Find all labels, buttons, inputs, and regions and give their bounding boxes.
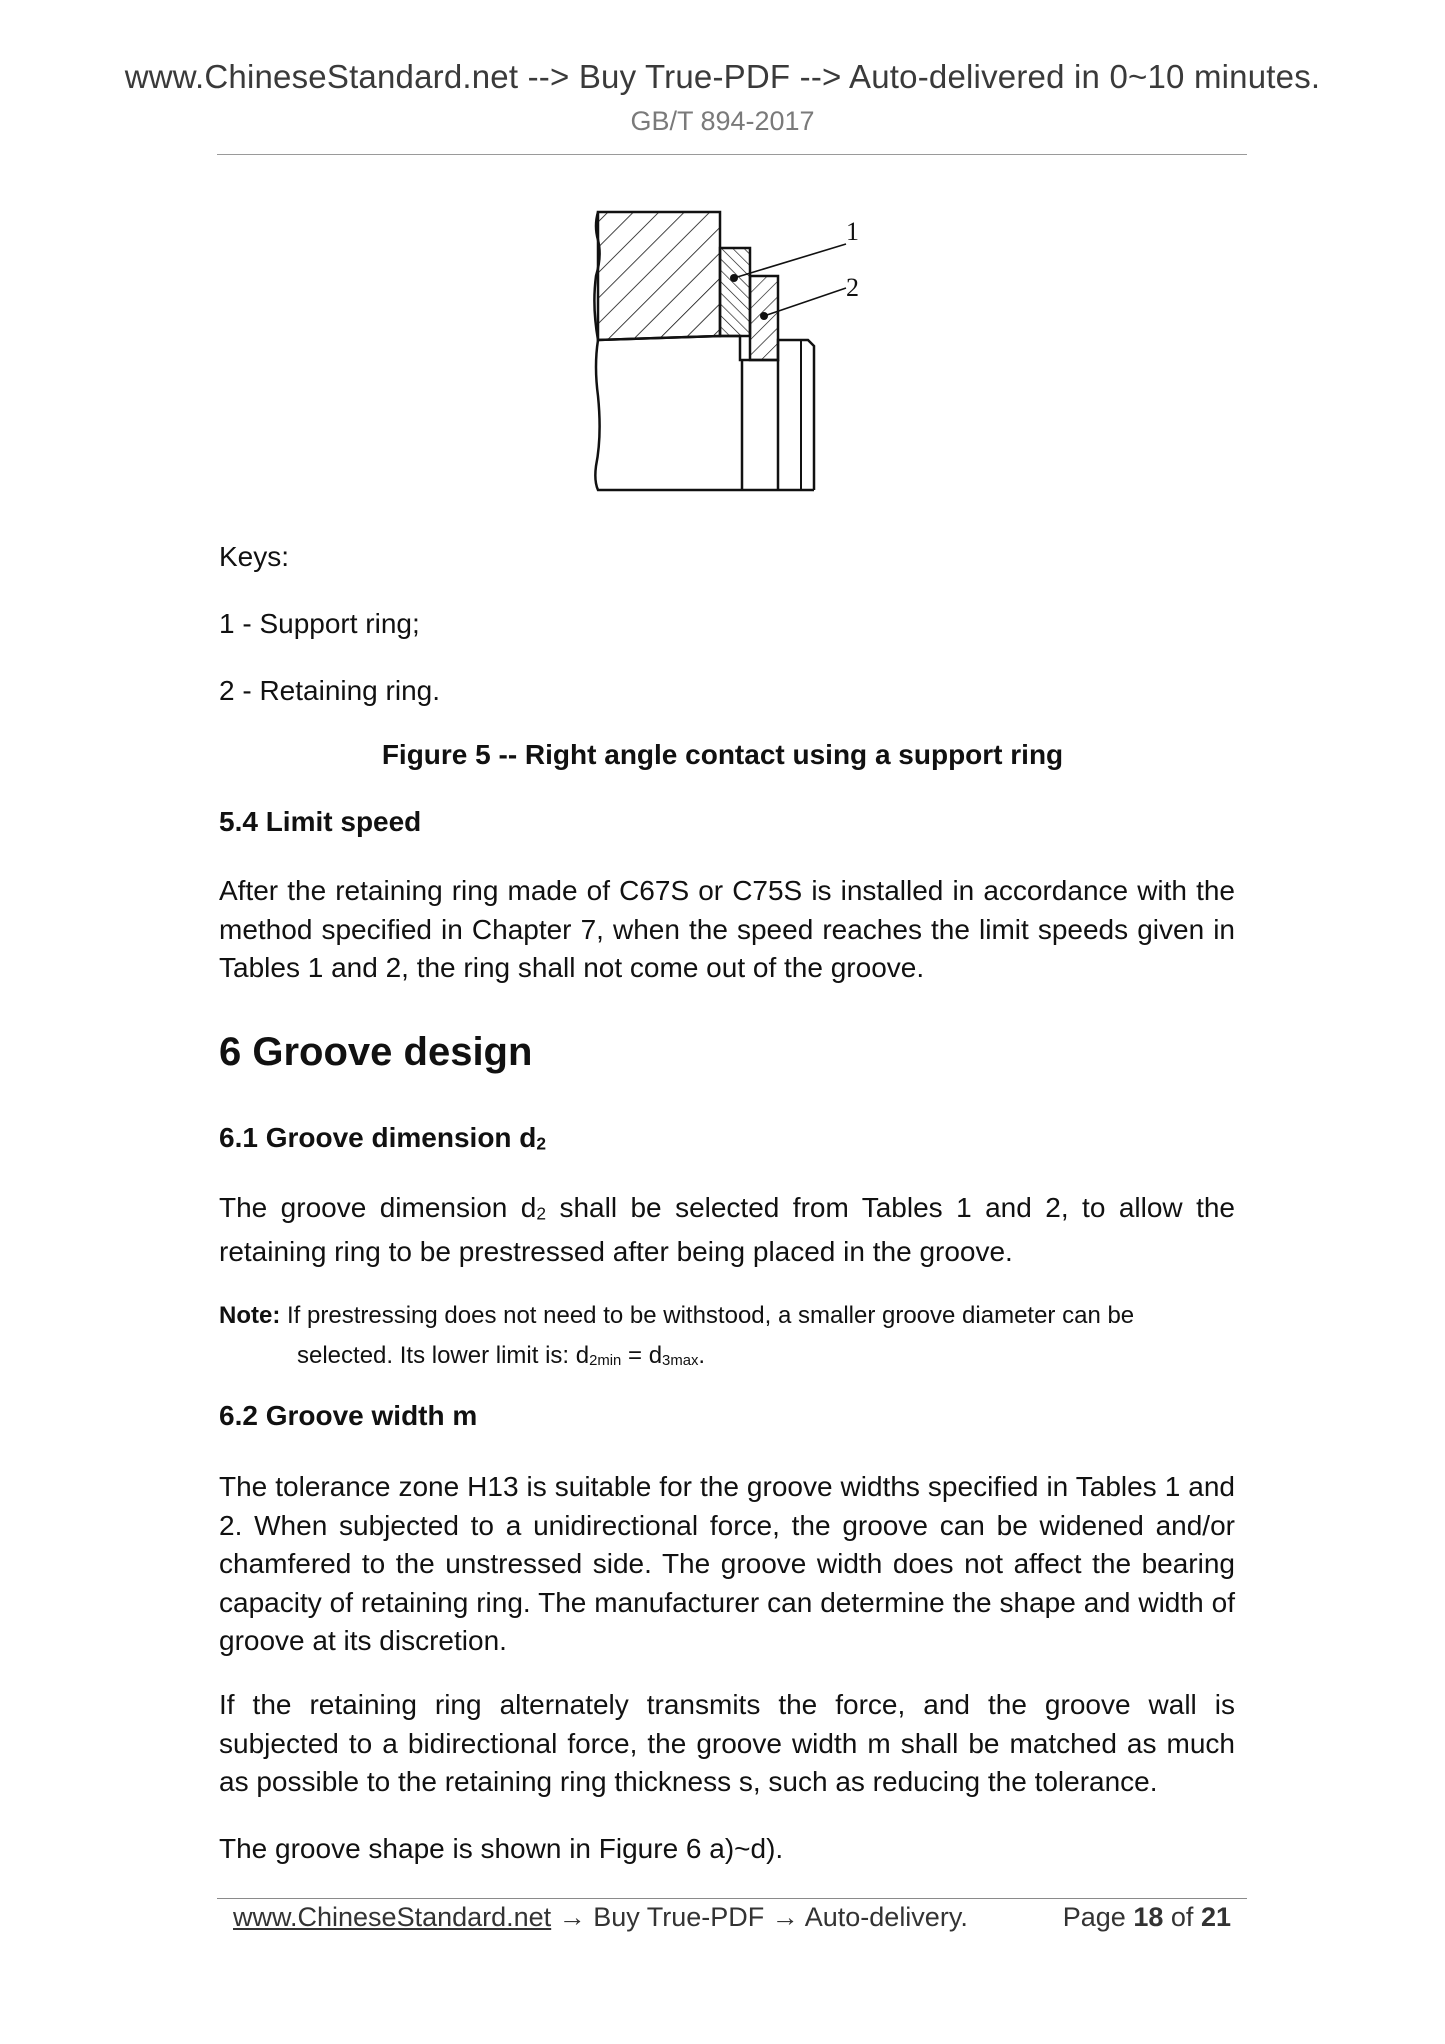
support-ring (720, 248, 750, 336)
footer-text: → Buy True-PDF → Auto-delivery. (551, 1902, 968, 1932)
section-6-2-para-2: If the retaining ring alternately transmits the force, and the groove wall is subjected to a bidirectional force, the groove width m shall be matched as much as possible to the retaining ring thickness s, such as reducing the tolerance. (219, 1689, 1235, 1797)
figure-caption: Figure 5 -- Right angle contact using a support ring (381, 739, 1064, 770)
section-6-1-heading: 6.1 Groove dimension $d_2$ (219, 1122, 547, 1154)
section-6-1-body: The groove dimension $d_2$ shall be selected from Tables 1 and 2, to allow the retaining ring to be prestressed after being placed in the groove. (219, 1192, 1235, 1268)
shaft-outline (598, 336, 814, 490)
footer-link[interactable]: www.ChineseStandard.net (233, 1902, 552, 1932)
section-6-2-heading: 6.2 Groove width m (219, 1400, 478, 1431)
section-6-heading: 6 Groove design (219, 1030, 533, 1074)
document-id: GB/T 894-2017 (630, 106, 815, 136)
housing-section (598, 212, 720, 340)
note-label: Note: (219, 1302, 281, 1329)
section-6-2-para-3: The groove shape is shown in Figure 6 a)~d). (219, 1833, 784, 1864)
section-6-2-para-1: The tolerance zone H13 is suitable for the groove widths specified in Tables 1 and 2. When subjected to a unidirectional force, the groove can be widened and/or chamfered to the unstressed side. The groove width does not affect the bearing capacity of retaining ring. The manufacturer can determine the shape and width of groove at its discretion. (219, 1471, 1235, 1656)
key-item-2: 2 - Retaining ring. (219, 675, 441, 706)
section-5-4-body: After the retaining ring made of C67S or C75S is installed in accordance with the method specified in Chapter 7, when the speed reaches the limit speeds given in Tables 1 and 2, the ring shall not come out of the groove. (219, 875, 1235, 983)
figure-label-2: 2 (846, 273, 858, 302)
section-5-4-heading: 5.4 Limit speed (219, 806, 422, 837)
footer (233, 1902, 1233, 1933)
keys-title: Keys: (219, 541, 290, 572)
footer-divider (217, 1898, 1247, 1899)
header-divider (217, 154, 1247, 155)
figure-5-drawing (588, 206, 858, 504)
section-6-1-note: Note: If prestressing does not need to be withstood, a smaller groove diameter can be selected. Its lower limit is: $d_{2min} = d_{3max}$. (219, 1302, 1135, 1370)
header-banner: www.ChineseStandard.net --> Buy True-PDF --> Auto-delivered in 0~10 minutes. (124, 58, 1321, 95)
figure-label-1: 1 (846, 217, 858, 246)
key-item-1: 1 - Support ring; (219, 608, 420, 639)
page-indicator: Page 18 of 21 (1062, 1902, 1231, 1932)
